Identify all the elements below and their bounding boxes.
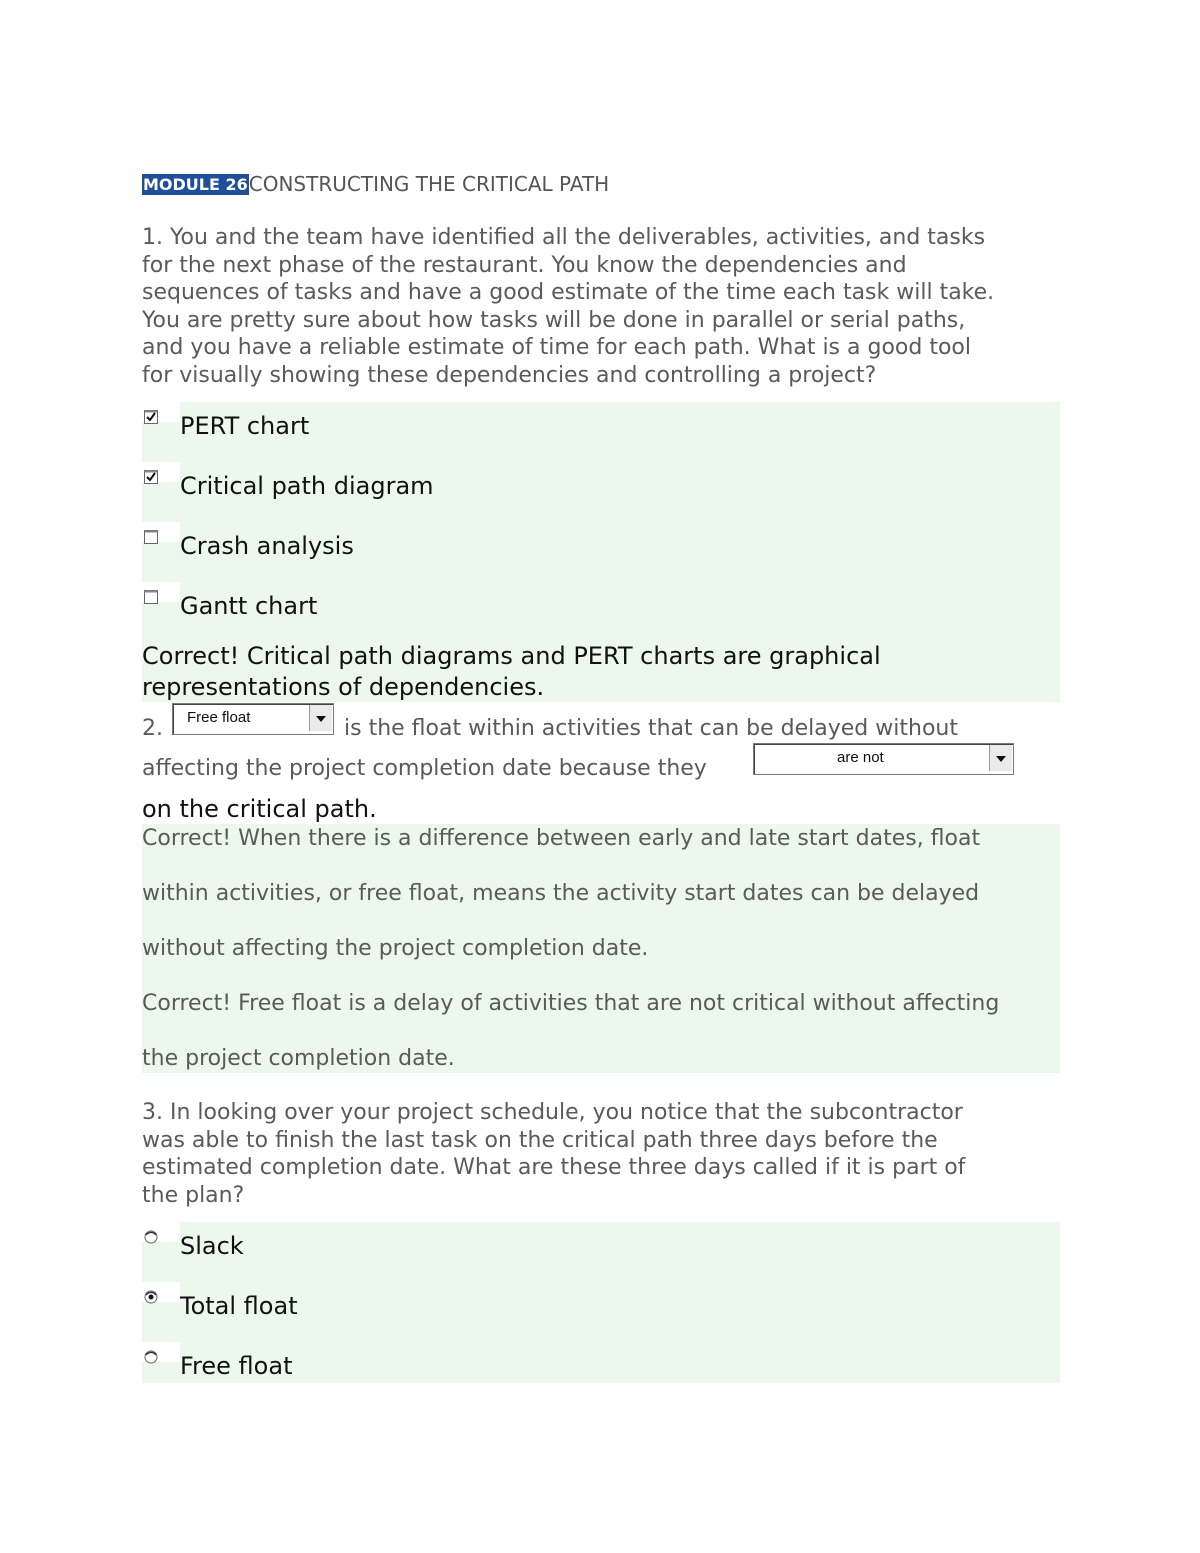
question-1-line: and you have a reliable estimate of time for each path. What is a good tool	[142, 335, 971, 360]
question-3-text	[142, 1099, 1060, 1209]
radio-unselected-icon[interactable]	[144, 1230, 158, 1244]
question-3-line: was able to finish the last task on the critical path three days before the	[142, 1127, 938, 1153]
module-tag: MODULE 26	[143, 175, 248, 194]
feedback-line: without affecting the project completion date.	[142, 936, 649, 961]
option-pert-chart[interactable]	[142, 402, 1060, 462]
feedback-line: Correct! Free float is a delay of activities that are not critical without affecting	[142, 991, 1000, 1016]
checkbox-checked-icon[interactable]	[144, 410, 158, 424]
question-1-line: for the next phase of the restaurant. You know the dependencies and	[142, 252, 907, 278]
free-float-dropdown[interactable]	[172, 703, 334, 735]
option-label: Critical path diagram	[180, 472, 434, 500]
radio-unselected-icon[interactable]	[144, 1350, 158, 1364]
question-1-text	[142, 224, 1060, 389]
dropdown-value: Free float	[187, 709, 251, 726]
option-label: Total float	[180, 1292, 298, 1320]
question-1-line: for visually showing these dependencies and controlling a project?	[142, 362, 877, 388]
chevron-down-icon[interactable]	[989, 745, 1012, 771]
option-label: PERT chart	[180, 412, 310, 440]
chevron-down-icon[interactable]	[309, 705, 332, 731]
question-1-line: 1. You and the team have identified all the deliverables, activities, and tasks	[142, 225, 986, 250]
option-label: Slack	[180, 1232, 244, 1260]
question-2-line-1	[142, 716, 163, 741]
checkbox-unchecked-icon[interactable]	[144, 590, 158, 604]
are-not-dropdown[interactable]	[753, 743, 1014, 775]
question-2-feedback-box	[142, 824, 1060, 1073]
question-3-line: the plan?	[142, 1182, 245, 1208]
question-1-line: You are pretty sure about how tasks will be done in parallel or serial paths,	[142, 307, 966, 333]
option-gantt-chart[interactable]	[142, 582, 1060, 642]
question-2-line-2: affecting the project completion date because they	[142, 756, 707, 781]
question-3-options	[142, 1222, 1060, 1383]
question-1-feedback	[142, 641, 1060, 703]
question-3-line: estimated completion date. What are these three days called if it is part of	[142, 1155, 966, 1180]
dropdown-value: are not	[837, 749, 884, 766]
option-label: Gantt chart	[180, 592, 318, 620]
feedback-line: representations of dependencies.	[142, 673, 545, 701]
question-2-number: 2.	[142, 716, 163, 741]
module-title	[142, 172, 609, 196]
feedback-line: within activities, or free float, means the activity start dates can be delayed	[142, 881, 980, 906]
question-2-feedback	[142, 811, 1060, 1086]
question-1-options	[142, 402, 1060, 702]
checkbox-unchecked-icon[interactable]	[144, 530, 158, 544]
option-crash-analysis[interactable]	[142, 522, 1060, 582]
option-free-float[interactable]	[142, 1342, 1060, 1402]
question-2-text: is the float within activities that can be delayed without	[344, 716, 958, 741]
feedback-line: Correct! When there is a difference between early and late start dates, float	[142, 826, 981, 851]
question-1-line: sequences of tasks and have a good estimate of the time each task will take.	[142, 280, 995, 305]
feedback-line: the project completion date.	[142, 1046, 455, 1071]
option-label: Crash analysis	[180, 532, 354, 560]
radio-selected-icon[interactable]	[144, 1290, 158, 1304]
option-total-float[interactable]	[142, 1282, 1060, 1342]
option-label: Free float	[180, 1352, 293, 1380]
option-slack[interactable]	[142, 1222, 1060, 1282]
option-critical-path-diagram[interactable]	[142, 462, 1060, 522]
module-title-text: CONSTRUCTING THE CRITICAL PATH	[248, 172, 610, 196]
feedback-line: Correct! Critical path diagrams and PERT charts are graphical	[142, 642, 881, 670]
checkbox-checked-icon[interactable]	[144, 470, 158, 484]
question-3-line: 3. In looking over your project schedule, you notice that the subcontractor	[142, 1100, 963, 1125]
question-2-line-3: on the critical path.	[142, 795, 377, 823]
